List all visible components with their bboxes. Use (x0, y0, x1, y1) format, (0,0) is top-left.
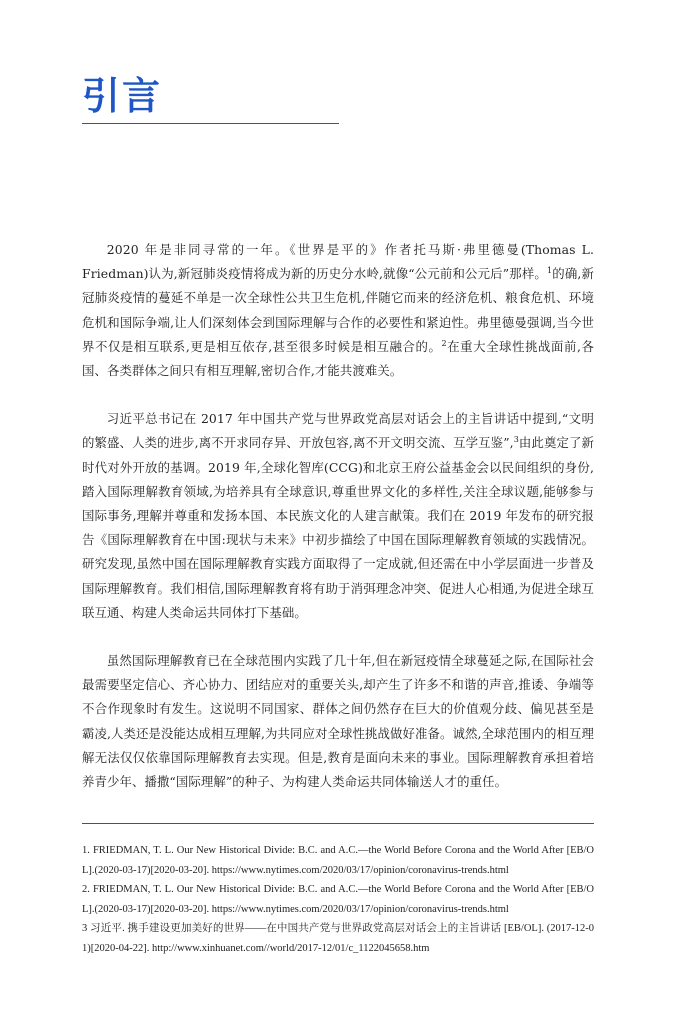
footnote-2: 2. FRIEDMAN, T. L. Our New Historical Divide: B.C. and A.C.—the World Before Corona and the World After [EB/OL].(2020-03-17)[2020-03-20]. https://www.nytimes.com/2020/03/17/opinion/coronavirus-trends.html (82, 884, 594, 915)
paragraph-3-text: 虽然国际理解教育已在全球范围内实践了几十年,但在新冠疫情全球蔓延之际,在国际社会最需要坚定信心、齐心协力、团结应对的重要关头,却产生了许多不和谐的声音,推诿、争端等不合作现象时有发生。这说明不同国家、群体之间仍然存在巨大的价值观分歧、偏见甚至是霸凌,人类还是没能达成相互理解,为共同应对全球性挑战做好准备。诚然,全球范围内的相互理解无法仅仅依靠国际理解教育去实现。但是,教育是面向未来的事业。国际理解教育承担着培养青少年、播撒“国际理解”的种子、为构建人类命运共同体输送人才的重任。 (82, 653, 594, 790)
paragraph-1-text-b: 的确,新冠肺炎疫情的蔓延不单是一次全球性公共卫生危机,伴随它而来的经济危机、粮食危机、环境危机和国际争端,让人们深刻体会到国际理解与合作的必要性和紧迫性。弗里德曼强调,当今世界不仅是相互联系,更是相互依存,甚至很多时候是相互融合的。 (82, 266, 594, 354)
paragraph-2 (82, 407, 594, 625)
footnote-divider (82, 823, 594, 824)
footnote-ref-2[interactable]: 2 (441, 338, 447, 348)
paragraph-1-text-a: 2020 年是非同寻常的一年。《世界是平的》作者托马斯·弗里德曼(Thomas L. Friedman)认为,新冠肺炎疫情将成为新的历史分水岭,就像“公元前和公元后”那样。 (82, 242, 594, 282)
section-heading: 引言 (82, 74, 163, 118)
heading-underline (82, 123, 339, 124)
footnote-1: 1. FRIEDMAN, T. L. Our New Historical Divide: B.C. and A.C.—the World Before Corona and the World After [EB/OL].(2020-03-17)[2020-03-20]. https://www.nytimes.com/2020/03/17/opinion/coronavirus-trends.html (82, 845, 594, 876)
paragraph-2-text-b: 由此奠定了新时代对外开放的基调。2019 年,全球化智库(CCG)和北京王府公益基金会以民间组织的身份,踏入国际理解教育领域,为培养具有全球意识,尊重世界文化的多样性,关注全球议题,能够参与国际事务,理解并尊重和发扬本国、本民族文化的人建言献策。我们在 2019 年发布的研究报告《国际理解教育在中国:现状与未来》中初步描绘了中国在国际理解教育领域的实践情况。研究发现,虽然中国在国际理解教育实践方面取得了一定成就,但还需在中小学层面进一步普及国际理解教育。我们相信,国际理解教育将有助于消弭理念冲突、促进人心相通,为促进全球互联互通、构建人类命运共同体打下基础。 (82, 435, 594, 620)
body-text (82, 238, 594, 818)
paragraph-3 (82, 649, 594, 794)
paragraph-1-text-c: 在重大全球性挑战面前,各国、各类群体之间只有相互理解,密切合作,才能共渡难关。 (82, 338, 595, 379)
footnote-3: 3 习近平. 携手建设更加美好的世界——在中国共产党与世界政党高层对话会上的主旨讲话 [EB/OL]. (2017-12-01)[2020-04-22]. http://www.xinhuanet.com//world/2017-12/01/c_1122045658.htm (82, 923, 594, 954)
footnotes (82, 841, 594, 958)
paragraph-1 (82, 238, 594, 383)
footnote-ref-1[interactable]: 1 (546, 266, 553, 276)
footnote-ref-3[interactable]: 3 (513, 435, 519, 445)
paragraph-2-text-a: 习近平总书记在 2017 年中国共产党与世界政党高层对话会上的主旨讲话中提到,“文明的繁盛、人类的进步,离不开求同存异、开放包容,离不开文明交流、互学互鉴”, (82, 411, 594, 451)
